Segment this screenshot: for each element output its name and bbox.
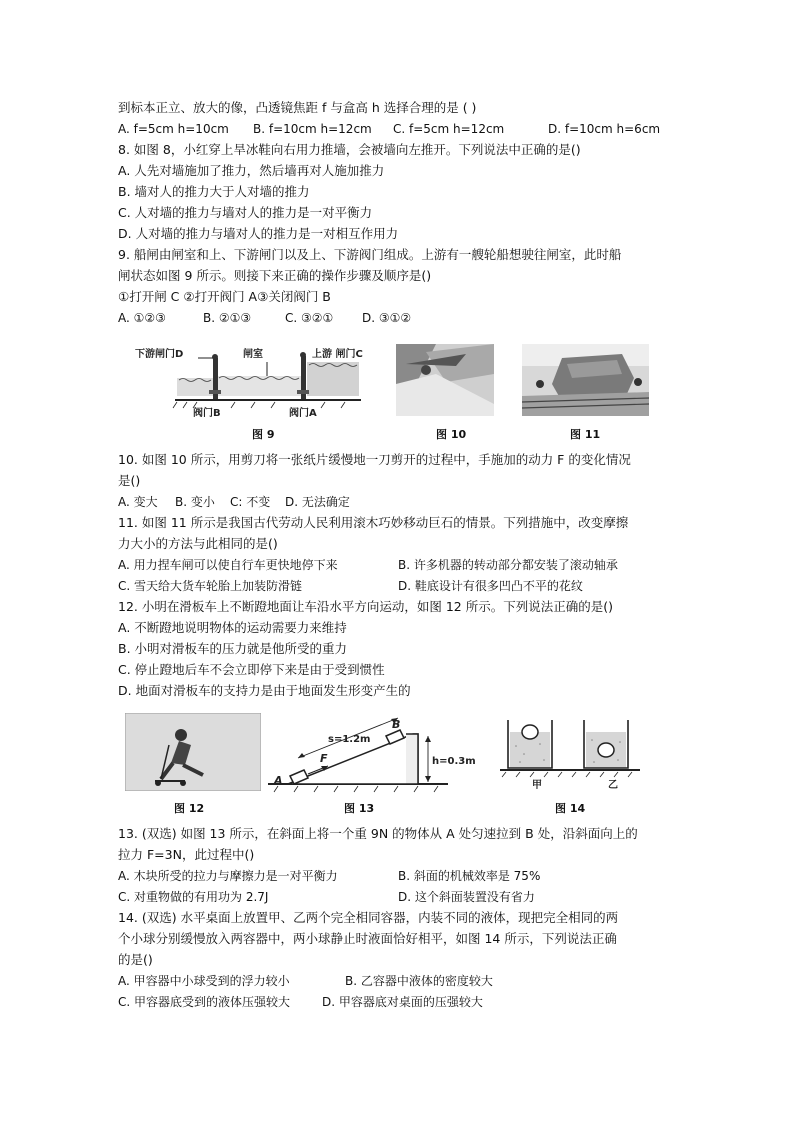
fig11-caption: 图 11: [570, 428, 601, 441]
q14-option-a: A. 甲容器中小球受到的浮力较小: [118, 974, 290, 988]
fig13-label-h: h=0.3m: [432, 756, 476, 767]
q12-option-a: A. 不断蹬地说明物体的运动需要力来维持: [118, 620, 347, 635]
q7-option-c: C. f=5cm h=12cm: [393, 122, 505, 136]
fig9-label-down-gate: 下游闸门D: [135, 349, 184, 360]
fig13-label-f: F: [320, 752, 328, 765]
q10-stem-line1: 10. 如图 10 所示，用剪刀将一张纸片缓慢地一刀剪开的过程中，手施加的动力 F 的变化情况: [118, 452, 631, 467]
q14-option-c: C. 甲容器底受到的液体压强较大: [118, 995, 291, 1009]
fig9-label-chamber: 闸室: [243, 349, 263, 360]
q9-option-c: C. ③②①: [285, 311, 334, 325]
figure-11-rolling-logs-photo: [522, 344, 649, 416]
q8-stem: 8. 如图 8，小红穿上旱冰鞋向右用力推墙，会被墙向左推开。下列说法中正确的是(): [118, 142, 581, 157]
q9-option-d: D. ③①②: [362, 311, 412, 325]
figure-9-ship-lock: [135, 340, 365, 418]
q12-option-b: B. 小明对滑板车的压力就是他所受的重力: [118, 641, 348, 656]
q7-option-b: B. f=10cm h=12cm: [253, 122, 372, 136]
q9-stem-line1: 9. 船闸由闸室和上、下游闸门以及上、下游阀门组成。上游有一艘轮船想驶往闸室，此时船: [118, 247, 622, 262]
fig13-label-b: B: [392, 718, 401, 731]
q8-option-a: A. 人先对墙施加了推力，然后墙再对人施加推力: [118, 163, 385, 178]
q12-option-d: D. 地面对滑板车的支持力是由于地面发生形变产生的: [118, 683, 411, 698]
fig9-label-valve-a: 阀门A: [289, 408, 317, 418]
fig13-caption: 图 13: [344, 802, 375, 815]
q9-option-a: A. ①②③: [118, 311, 166, 325]
fig9-caption: 图 9: [252, 428, 275, 441]
q11-option-a: A. 用力捏车闸可以使自行车更快地停下来: [118, 558, 338, 572]
q14-stem-line3: 的是(): [118, 952, 153, 967]
fig14-label-yi: 乙: [608, 780, 618, 790]
figure-10-scissors-photo: [396, 344, 494, 416]
q10-option-a: A. 变大: [118, 495, 158, 509]
fig14-caption: 图 14: [555, 802, 586, 815]
q9-stem-line2: 闸状态如图 9 所示。则接下来正确的操作步骤及顺序是(): [118, 268, 432, 283]
fig12-caption: 图 12: [174, 802, 205, 815]
q9-option-b: B. ②①③: [203, 311, 252, 325]
q8-option-c: C. 人对墙的推力与墙对人的推力是一对平衡力: [118, 205, 373, 220]
q8-option-b: B. 墙对人的推力大于人对墙的推力: [118, 184, 310, 199]
fig9-label-valve-b: 阀门B: [193, 408, 221, 418]
q14-stem-line2: 个小球分别缓慢放入两容器中，两小球静止时液面恰好相平，如图 14 所示，下列说法正确: [118, 931, 617, 946]
q13-option-d: D. 这个斜面装置没有省力: [398, 890, 535, 904]
q10-stem-line2: 是(): [118, 473, 141, 488]
q13-stem-line1: 13. (双选) 如图 13 所示，在斜面上将一个重 9N 的物体从 A 处匀速拉到 B 处，沿斜面向上的: [118, 826, 638, 841]
figure-12-scooter-photo: [125, 713, 261, 791]
q11-option-b: B. 许多机器的转动部分都安装了滚动轴承: [398, 558, 618, 572]
q14-option-b: B. 乙容器中液体的密度较大: [345, 974, 493, 988]
q11-option-d: D. 鞋底设计有很多凹凸不平的花纹: [398, 579, 583, 593]
q13-stem-line2: 拉力 F=3N，此过程中(): [118, 847, 255, 862]
q11-stem-line2: 力大小的方法与此相同的是(): [118, 536, 278, 551]
q12-option-c: C. 停止蹬地后车不会立即停下来是由于受到惯性: [118, 662, 385, 677]
q10-option-b: B. 变小: [175, 495, 215, 509]
q9-steps: ①打开闸 C ②打开阀门 A③关闭阀门 B: [118, 289, 331, 304]
q13-option-a: A. 木块所受的拉力与摩擦力是一对平衡力: [118, 869, 338, 883]
q13-option-b: B. 斜面的机械效率是 75%: [398, 869, 541, 883]
q7-option-a: A. f=5cm h=10cm: [118, 122, 229, 136]
figure-13-incline: [268, 712, 498, 794]
fig9-label-up-gate: 上游 闸门C: [312, 349, 363, 360]
q10-option-d: D. 无法确定: [285, 495, 350, 509]
q10-option-c: C: 不变: [230, 495, 271, 509]
q8-option-d: D. 人对墙的推力与墙对人的推力是一对相互作用力: [118, 226, 399, 241]
q11-option-c: C. 雪天给大货车轮胎上加装防滑链: [118, 579, 303, 593]
figure-14-containers: [500, 716, 640, 790]
fig10-caption: 图 10: [436, 428, 467, 441]
q13-option-c: C. 对重物做的有用功为 2.7J: [118, 890, 269, 904]
q14-stem-line1: 14. (双选) 水平桌面上放置甲、乙两个完全相同容器，内装不同的液体，现把完全相同的两: [118, 910, 619, 925]
q7-option-d: D. f=10cm h=6cm: [548, 122, 661, 136]
fig13-label-a: A: [274, 774, 283, 787]
q14-option-d: D. 甲容器底对桌面的压强较大: [322, 995, 483, 1009]
q11-stem-line1: 11. 如图 11 所示是我国古代劳动人民利用滚木巧妙移动巨石的情景。下列措施中，改变摩擦: [118, 515, 629, 530]
q12-stem: 12. 小明在滑板车上不断蹬地面让车沿水平方向运动，如图 12 所示。下列说法正确的是(): [118, 599, 613, 614]
fig14-label-jia: 甲: [532, 780, 542, 790]
q7-stem-tail: 到标本正立、放大的像，凸透镜焦距 f 与盒高 h 选择合理的是 ( ): [118, 100, 477, 115]
fig13-label-s: s=1.2m: [328, 734, 371, 745]
